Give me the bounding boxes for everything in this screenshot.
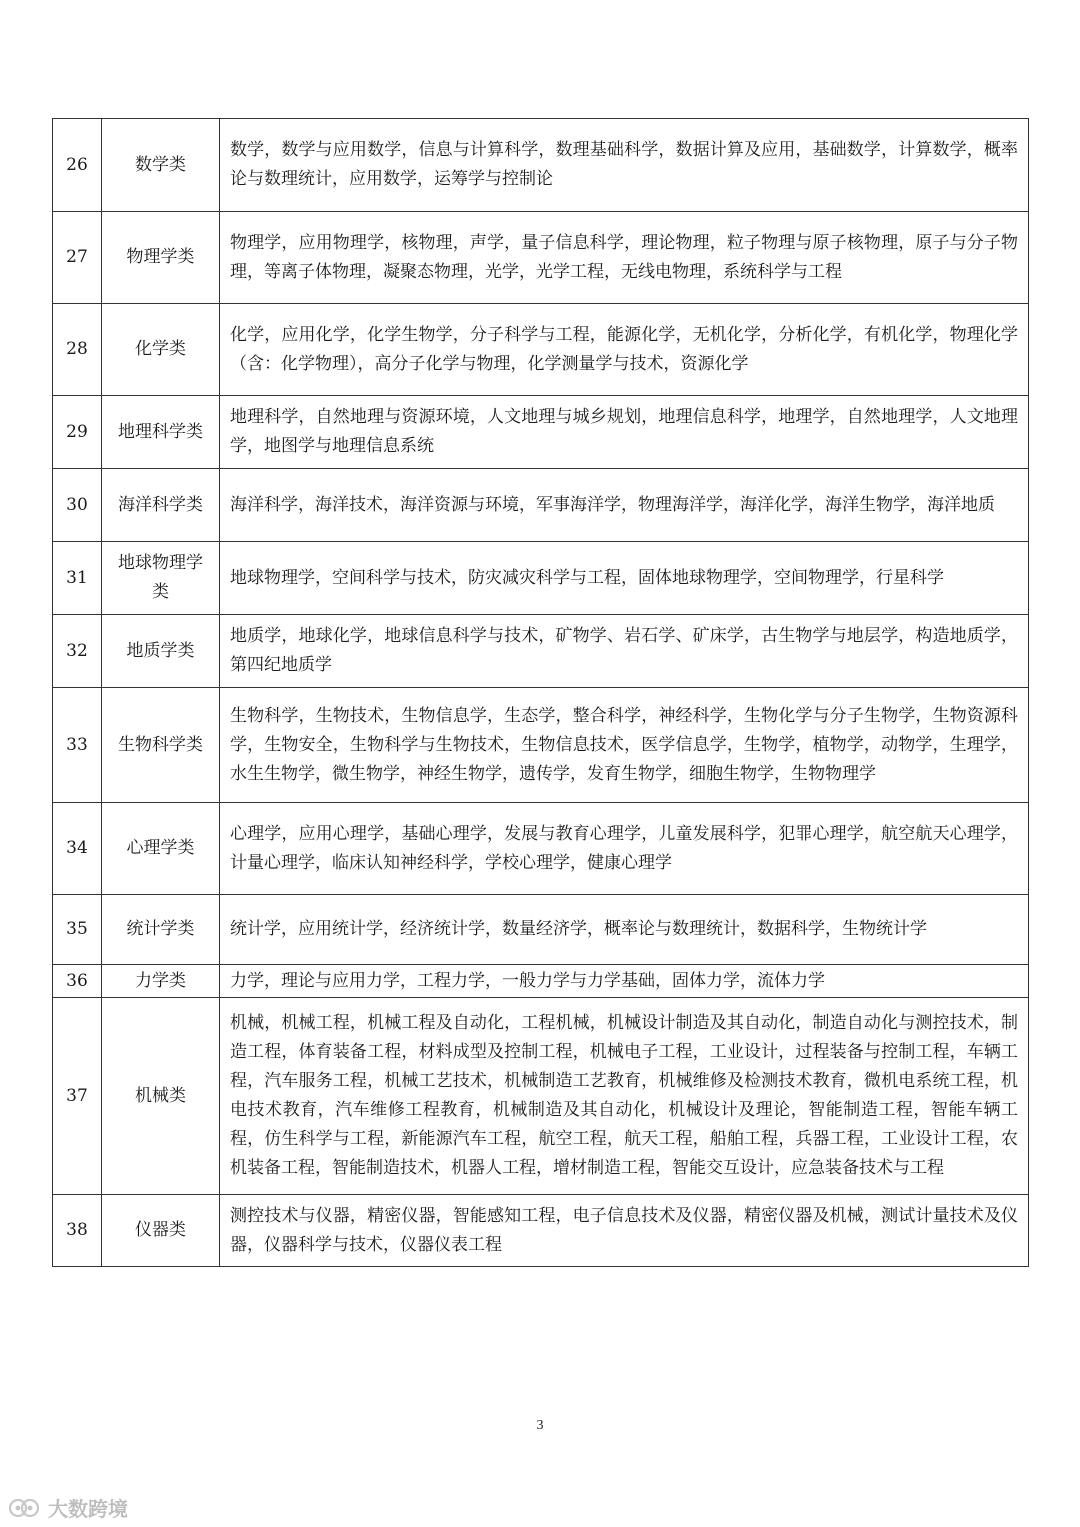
table-row xyxy=(53,895,1029,965)
majors-list: 数学，数学与应用数学，信息与计算科学，数理基础科学，数据计算及应用，基础数学，计算数学，概率论与数理统计，应用数学，运筹学与控制论 xyxy=(220,119,1029,212)
watermark xyxy=(8,1493,128,1522)
majors-list: 机械，机械工程，机械工程及自动化，工程机械，机械设计制造及其自动化，制造自动化与测控技术，制造工程，体育装备工程，材料成型及控制工程，机械电子工程，工业设计，过程装备与控制工程，车辆工程，汽车服务工程，机械工艺技术，机械制造工艺教育，机械维修及检测技术教育，微机电系统工程，机电技术教育，汽车维修工程教育，机械制造及其自动化，机械设计及理论，智能制造工程，智能车辆工程，仿生科学与工程，新能源汽车工程，航空工程，航天工程，船舶工程，兵器工程，工业设计工程，农机装备工程，智能制造技术，机器人工程，增材制造工程，智能交互设计，应急装备技术与工程 xyxy=(220,998,1029,1195)
majors-list: 地球物理学，空间科学与技术，防灾减灾科学与工程，固体地球物理学，空间物理学，行星科学 xyxy=(220,542,1029,615)
category-name: 机械类 xyxy=(102,998,220,1195)
row-number: 28 xyxy=(53,304,102,396)
table-row xyxy=(53,119,1029,212)
row-number: 26 xyxy=(53,119,102,212)
row-number: 37 xyxy=(53,998,102,1195)
table-row xyxy=(53,469,1029,542)
table-row xyxy=(53,396,1029,469)
majors-list: 地质学，地球化学，地球信息科学与技术，矿物学、岩石学、矿床学，古生物学与地层学，构造地质学，第四纪地质学 xyxy=(220,615,1029,688)
category-name: 统计学类 xyxy=(102,895,220,965)
category-name: 地理科学类 xyxy=(102,396,220,469)
majors-list: 测控技术与仪器，精密仪器，智能感知工程，电子信息技术及仪器，精密仪器及机械，测试计量技术及仪器，仪器科学与技术，仪器仪表工程 xyxy=(220,1195,1029,1267)
majors-list: 化学，应用化学，化学生物学，分子科学与工程，能源化学，无机化学，分析化学，有机化学，物理化学（含：化学物理），高分子化学与物理，化学测量学与技术，资源化学 xyxy=(220,304,1029,396)
row-number: 33 xyxy=(53,688,102,803)
majors-list: 地理科学，自然地理与资源环境，人文地理与城乡规划，地理信息科学，地理学，自然地理学，人文地理学，地图学与地理信息系统 xyxy=(220,396,1029,469)
watermark-logo-icon xyxy=(8,1497,42,1519)
majors-table xyxy=(52,118,1029,1267)
table-row xyxy=(53,615,1029,688)
category-name: 生物科学类 xyxy=(102,688,220,803)
majors-list: 统计学，应用统计学，经济统计学，数量经济学，概率论与数理统计，数据科学，生物统计学 xyxy=(220,895,1029,965)
category-name: 力学类 xyxy=(102,965,220,998)
category-name: 海洋科学类 xyxy=(102,469,220,542)
row-number: 31 xyxy=(53,542,102,615)
row-number: 30 xyxy=(53,469,102,542)
category-name: 数学类 xyxy=(102,119,220,212)
category-name: 仪器类 xyxy=(102,1195,220,1267)
watermark-text: 大数跨境 xyxy=(48,1497,128,1521)
row-number: 32 xyxy=(53,615,102,688)
category-name: 化学类 xyxy=(102,304,220,396)
category-name: 心理学类 xyxy=(102,803,220,895)
table-row xyxy=(53,803,1029,895)
majors-list: 物理学，应用物理学，核物理，声学，量子信息科学，理论物理，粒子物理与原子核物理，原子与分子物理，等离子体物理，凝聚态物理，光学，光学工程，无线电物理，系统科学与工程 xyxy=(220,212,1029,304)
table-row xyxy=(53,304,1029,396)
page-number: 3 xyxy=(536,1418,544,1433)
row-number: 35 xyxy=(53,895,102,965)
category-name: 地质学类 xyxy=(102,615,220,688)
majors-list: 心理学，应用心理学，基础心理学，发展与教育心理学，儿童发展科学，犯罪心理学，航空航天心理学，计量心理学，临床认知神经科学，学校心理学，健康心理学 xyxy=(220,803,1029,895)
majors-list: 生物科学，生物技术，生物信息学，生态学，整合科学，神经科学，生物化学与分子生物学，生物资源科学，生物安全，生物科学与生物技术，生物信息技术，医学信息学，生物学，植物学，动物学，生理学，水生生物学，微生物学，神经生物学，遗传学，发育生物学，细胞生物学，生物物理学 xyxy=(220,688,1029,803)
majors-list: 力学，理论与应用力学，工程力学，一般力学与力学基础，固体力学，流体力学 xyxy=(220,965,1029,998)
majors-list: 海洋科学，海洋技术，海洋资源与环境，军事海洋学，物理海洋学，海洋化学，海洋生物学，海洋地质 xyxy=(220,469,1029,542)
table-row xyxy=(53,998,1029,1195)
row-number: 27 xyxy=(53,212,102,304)
table-row xyxy=(53,965,1029,998)
row-number: 36 xyxy=(53,965,102,998)
category-name: 地球物理学类 xyxy=(102,542,220,615)
row-number: 34 xyxy=(53,803,102,895)
table-row xyxy=(53,542,1029,615)
category-name: 物理学类 xyxy=(102,212,220,304)
table-row xyxy=(53,212,1029,304)
row-number: 38 xyxy=(53,1195,102,1267)
row-number: 29 xyxy=(53,396,102,469)
table-row xyxy=(53,688,1029,803)
table-row xyxy=(53,1195,1029,1267)
majors-table-body xyxy=(53,119,1029,1267)
